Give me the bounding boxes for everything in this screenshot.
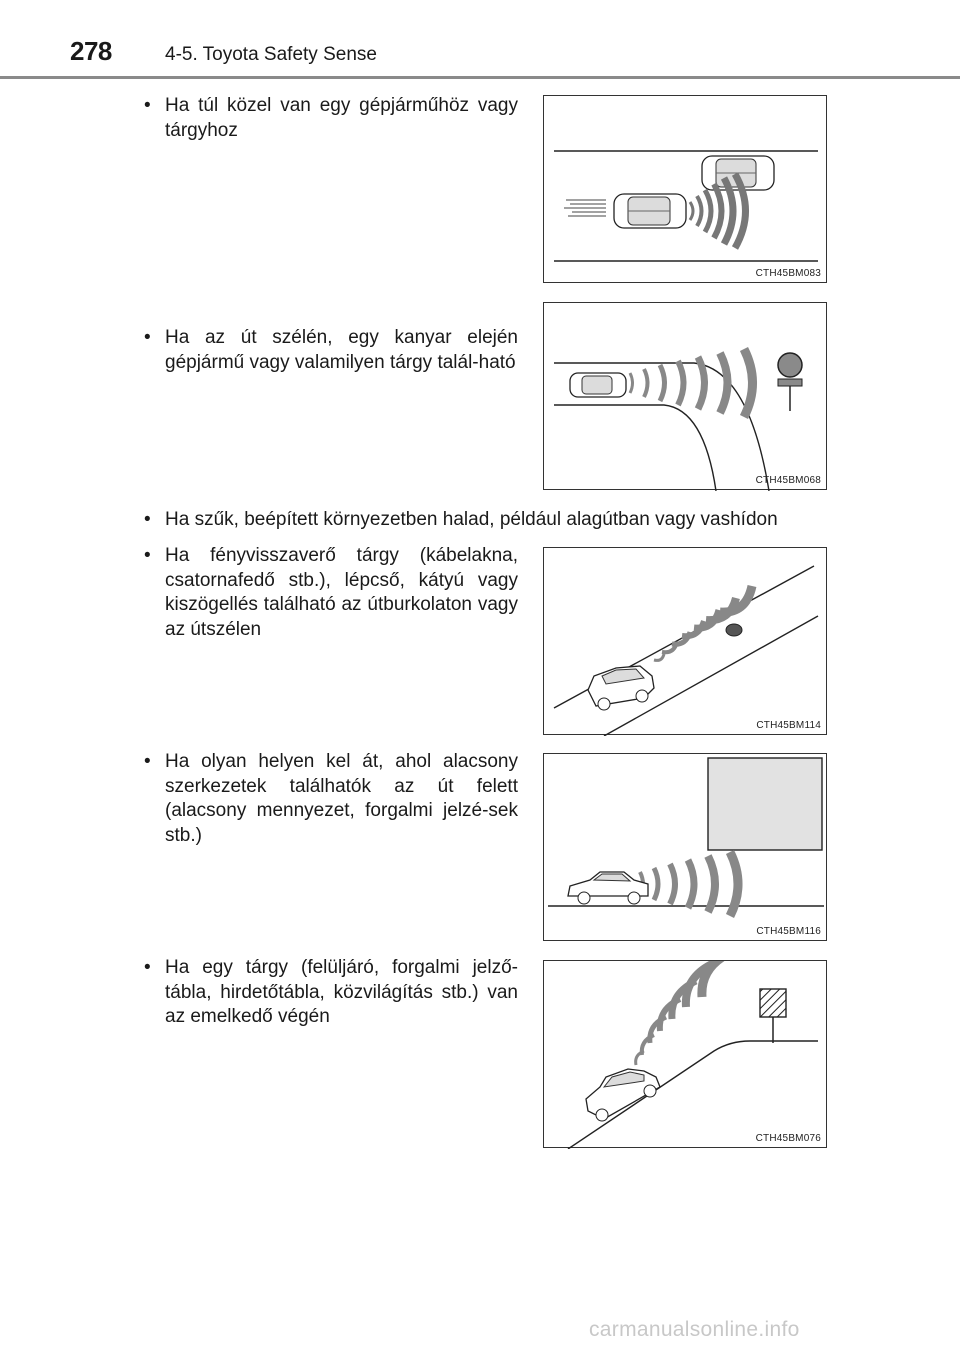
bullet-text: Ha szűk, beépített környezetben halad, például alagútban vagy vashídon [165,509,778,530]
figure-uphill-sign [543,960,827,1148]
figure-low-structure [543,753,827,941]
bullet-item [144,508,864,533]
bullet-text: Ha az út szélén, egy kanyar elején gépjármű vagy valamilyen tárgy talál-ható [165,327,518,373]
bullet-marker: • [144,751,151,772]
bullet-marker: • [144,95,151,116]
section-title: 4-5. Toyota Safety Sense [165,44,377,65]
header-rule [0,76,960,79]
figure-reflective-object [543,547,827,735]
car-under-low-structure-illustration [544,754,828,942]
bullet-item [144,94,518,143]
car-close-to-vehicle-illustration [544,96,828,284]
bullet-marker: • [144,545,151,566]
figure-too-close [543,95,827,283]
bullet-item [144,956,518,1030]
figure-code: CTH45BM068 [755,475,821,486]
bullet-text: Ha egy tárgy (felüljáró, forgalmi jelző-tábla, hirdetőtábla, közvilágítás stb.) van az emelkedő végén [165,957,518,1027]
bullet-marker: • [144,509,151,530]
bullet-marker: • [144,957,151,978]
bullet-marker: • [144,327,151,348]
car-at-curve-with-sign-illustration [544,303,828,491]
bullet-text: Ha túl közel van egy gépjárműhöz vagy tárgyhoz [165,95,518,141]
bullet-text: Ha fényvisszaverő tárgy (kábelakna, csatornafedő stb.), lépcső, kátyú vagy kiszögellés található az útburkolaton vagy az útszélen [165,545,518,640]
figure-code: CTH45BM083 [755,268,821,279]
bullet-item [144,544,518,642]
figure-code: CTH45BM116 [756,926,821,937]
car-reflective-object-on-road-illustration [544,548,828,736]
bullet-item [144,750,518,848]
bullet-text: Ha olyan helyen kel át, ahol alacsony szerkezetek találhatók az út felett (alacsony mennyezet, forgalmi jelzé-sek stb.) [165,751,518,846]
page-number: 278 [70,36,112,66]
car-on-uphill-with-sign-illustration [544,961,828,1149]
figure-code: CTH45BM076 [755,1133,821,1144]
bullet-item [144,326,518,375]
figure-code: CTH45BM114 [756,720,821,731]
watermark: carmanualsonline.info [589,1318,800,1341]
figure-curve [543,302,827,490]
